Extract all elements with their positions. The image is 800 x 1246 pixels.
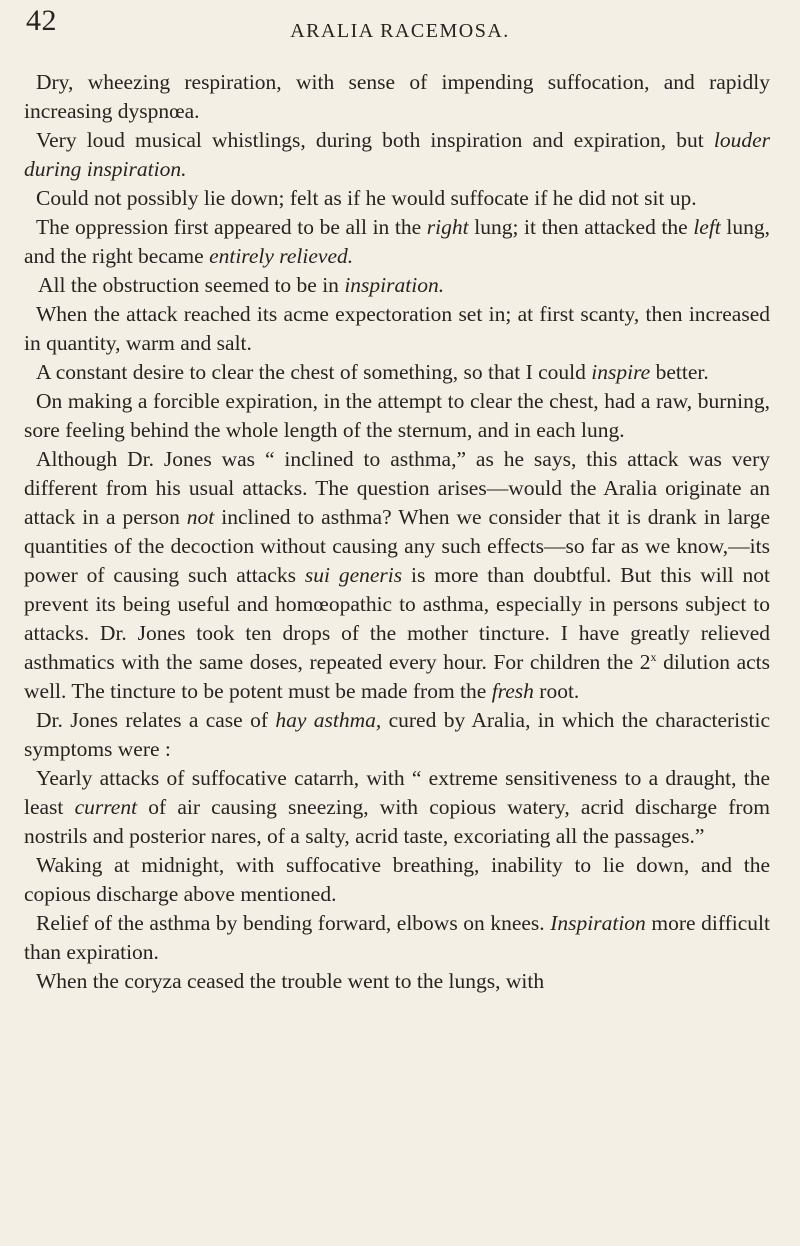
text-run: lung, and the right became: [24, 215, 770, 268]
paragraph: Dry, wheezing respiration, with sense of impending suffocation, and rapidly increasing dyspnœa.: [24, 70, 770, 123]
italic-text: fresh: [491, 679, 534, 703]
text-run: root.: [533, 679, 580, 703]
text-run: The oppression first appeared to be all in the: [36, 215, 427, 239]
text-run: dilution acts well. The tincture to be potent must be made from the: [24, 650, 770, 703]
italic-text: sui generis: [304, 563, 403, 587]
italic-text: Inspiration: [550, 911, 646, 935]
italic-text: left: [693, 215, 721, 239]
paragraph: [24, 358, 770, 387]
paragraph: [24, 909, 770, 967]
paragraph: Could not possibly lie down; felt as if he would suffocate if he did not sit up.: [36, 186, 697, 210]
page-body: [24, 68, 770, 996]
text-run: A constant desire to clear the chest of something, so that I could: [36, 360, 592, 384]
italic-text: not: [186, 505, 215, 529]
paragraph: When the attack reached its acme expectoration set in; at first scanty, then increased in quantity, warm and salt.: [24, 302, 770, 355]
paragraph: [24, 445, 770, 706]
page-number: 42: [26, 4, 57, 37]
text-run: more difficult than expiration.: [24, 911, 770, 964]
text-run: Relief of the asthma by bending forward, elbows on knees.: [36, 911, 551, 935]
text-run: better.: [650, 360, 709, 384]
italic-text: inspiration.: [344, 273, 445, 297]
text-run: inclined to asthma? When we consider that it is drank in large quantities of the decoction without causing any such effects—so far as we know,—its power of causing such attacks: [24, 505, 770, 587]
text-run: All the obstruction seemed to be in: [38, 273, 345, 297]
text-run: lung; it then attacked the: [468, 215, 694, 239]
text-run: Yearly attacks of suffocative catarrh, with “ extreme sensitiveness to a draught, the least: [24, 766, 770, 819]
text-run: Although Dr. Jones was “ inclined to asthma,” as he says, this attack was very different from his usual attacks. The question arises—would the Aralia originate an attack in a person: [24, 447, 770, 529]
italic-text: right: [426, 215, 469, 239]
paragraph: Waking at midnight, with suffocative breathing, inability to lie down, and the copious discharge above mentioned.: [24, 853, 770, 906]
paragraph: [24, 706, 770, 764]
italic-text: louder during inspiration.: [24, 128, 770, 181]
paragraph: When the coryza ceased the trouble went to the lungs, with: [36, 969, 545, 993]
text-run: Dr. Jones relates a case of: [36, 708, 276, 732]
paragraph: [24, 764, 770, 851]
text-run: is more than doubtful. But this will not prevent its being useful and homœopathic to asthma, especially in persons subject to attacks. Dr. Jones took ten drops of the mother tincture. I have greatly relieved asthmatics with the same doses, repeated every hour. For children the 2: [24, 563, 771, 674]
italic-text: hay asthma,: [275, 708, 382, 732]
italic-text: entirely relieved.: [209, 244, 354, 268]
running-head: ARALIA RACEMOSA.: [290, 20, 510, 42]
italic-text: inspire: [591, 360, 651, 384]
italic-text: current: [74, 795, 138, 819]
paragraph: [24, 126, 770, 184]
text-run: cured by Aralia, in which the characteristic symptoms were :: [24, 708, 770, 761]
paragraph: [24, 213, 770, 271]
text-run: of air causing sneezing, with copious watery, acrid discharge from nostrils and posterior nares, of a salty, acrid taste, excoriating all the passages.”: [24, 795, 770, 848]
superscript: x: [650, 649, 657, 664]
text-run: Very loud musical whistlings, during both inspiration and expiration, but: [36, 128, 714, 152]
paragraph: On making a forcible expiration, in the attempt to clear the chest, had a raw, burning, sore feeling behind the whole length of the sternum, and in each lung.: [24, 389, 770, 442]
paragraph: [24, 271, 770, 300]
